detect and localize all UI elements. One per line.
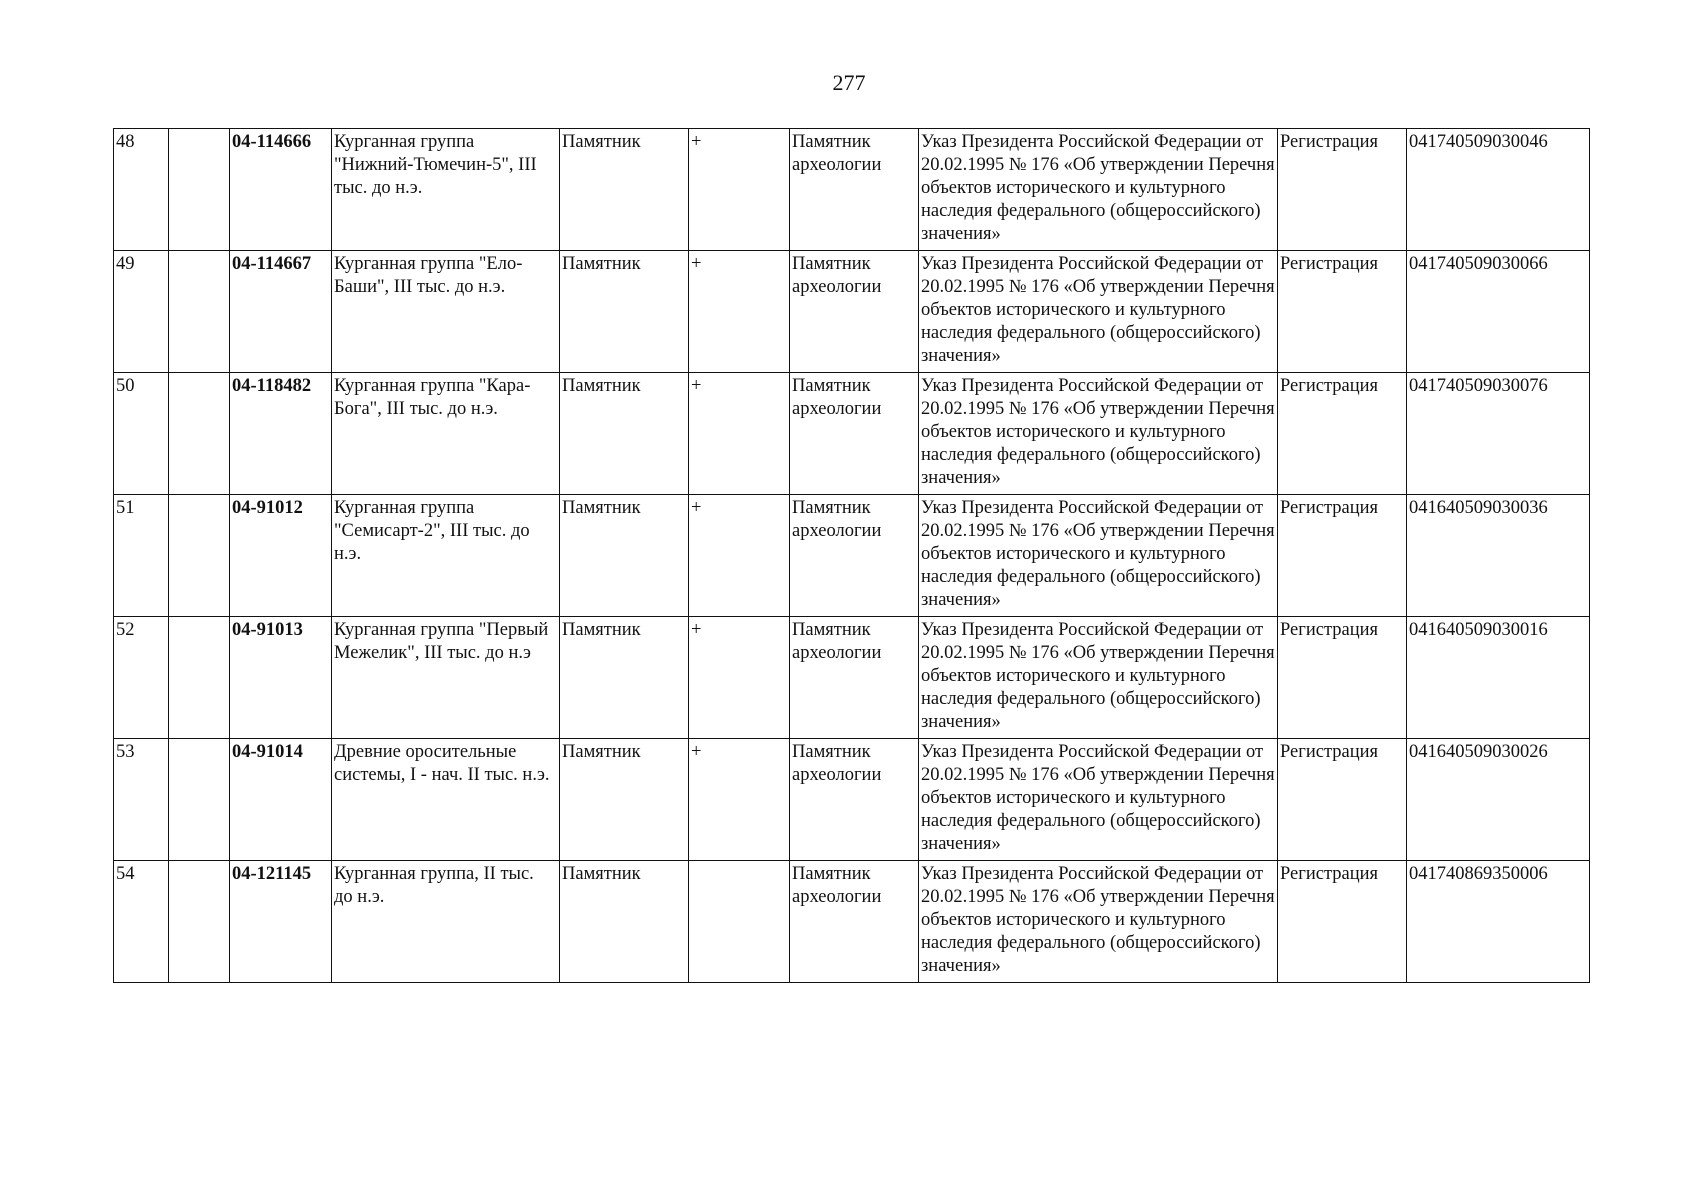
table-row [114,129,1590,251]
category-cell: Памятник [560,861,689,983]
table-row [114,251,1590,373]
object-name-cell: Курганная группа, II тыс. до н.э. [332,861,560,983]
category-cell: Памятник [560,129,689,251]
mark-cell: + [689,739,790,861]
registration-number-cell: 041740509030046 [1407,129,1590,251]
empty-cell [169,617,230,739]
table-row [114,373,1590,495]
object-name-cell: Курганная группа "Семисарт-2", III тыс. до н.э. [332,495,560,617]
object-name-cell: Древние оросительные системы, I - нач. II тыс. н.э. [332,739,560,861]
action-cell: Регистрация [1278,739,1407,861]
category-cell: Памятник [560,617,689,739]
object-name-cell: Курганная группа "Кара-Бога", III тыс. до н.э. [332,373,560,495]
heritage-registry-table [113,128,1590,983]
action-cell: Регистрация [1278,617,1407,739]
object-name-cell: Курганная группа "Ело-Баши", III тыс. до н.э. [332,251,560,373]
mark-cell: + [689,251,790,373]
category-cell: Памятник [560,373,689,495]
row-number-cell: 53 [114,739,169,861]
table-row [114,617,1590,739]
registration-number-cell: 041740869350006 [1407,861,1590,983]
page-number: 277 [832,70,866,95]
legal-document-cell: Указ Президента Российской Федерации от 20.02.1995 № 176 «Об утверждении Перечня объектов исторического и культурного наследия федерального (общероссийского) значения» [919,617,1278,739]
action-cell: Регистрация [1278,129,1407,251]
object-type-cell: Памятник археологии [790,617,919,739]
registration-number-cell: 041740509030076 [1407,373,1590,495]
action-cell: Регистрация [1278,861,1407,983]
object-code-cell: 04-114667 [230,251,332,373]
row-number-cell: 49 [114,251,169,373]
mark-cell: + [689,129,790,251]
object-name-cell: Курганная группа "Нижний-Тюмечин-5", III тыс. до н.э. [332,129,560,251]
empty-cell [169,739,230,861]
object-type-cell: Памятник археологии [790,861,919,983]
object-type-cell: Памятник археологии [790,739,919,861]
legal-document-cell: Указ Президента Российской Федерации от 20.02.1995 № 176 «Об утверждении Перечня объектов исторического и культурного наследия федерального (общероссийского) значения» [919,251,1278,373]
table-body [114,129,1590,983]
object-type-cell: Памятник археологии [790,495,919,617]
action-cell: Регистрация [1278,251,1407,373]
object-type-cell: Памятник археологии [790,373,919,495]
object-code-cell: 04-121145 [230,861,332,983]
mark-cell: + [689,495,790,617]
row-number-cell: 54 [114,861,169,983]
legal-document-cell: Указ Президента Российской Федерации от 20.02.1995 № 176 «Об утверждении Перечня объектов исторического и культурного наследия федерального (общероссийского) значения» [919,739,1278,861]
row-number-cell: 52 [114,617,169,739]
empty-cell [169,495,230,617]
row-number-cell: 50 [114,373,169,495]
registration-number-cell: 041640509030016 [1407,617,1590,739]
row-number-cell: 48 [114,129,169,251]
legal-document-cell: Указ Президента Российской Федерации от 20.02.1995 № 176 «Об утверждении Перечня объектов исторического и культурного наследия федерального (общероссийского) значения» [919,861,1278,983]
object-type-cell: Памятник археологии [790,129,919,251]
action-cell: Регистрация [1278,495,1407,617]
action-cell: Регистрация [1278,373,1407,495]
object-code-cell: 04-118482 [230,373,332,495]
object-code-cell: 04-114666 [230,129,332,251]
registration-number-cell: 041640509030036 [1407,495,1590,617]
empty-cell [169,373,230,495]
row-number-cell: 51 [114,495,169,617]
mark-cell: + [689,373,790,495]
mark-cell [689,861,790,983]
mark-cell: + [689,617,790,739]
object-code-cell: 04-91014 [230,739,332,861]
registration-number-cell: 041740509030066 [1407,251,1590,373]
category-cell: Памятник [560,739,689,861]
empty-cell [169,251,230,373]
legal-document-cell: Указ Президента Российской Федерации от 20.02.1995 № 176 «Об утверждении Перечня объектов исторического и культурного наследия федерального (общероссийского) значения» [919,129,1278,251]
object-code-cell: 04-91013 [230,617,332,739]
legal-document-cell: Указ Президента Российской Федерации от 20.02.1995 № 176 «Об утверждении Перечня объектов исторического и культурного наследия федерального (общероссийского) значения» [919,495,1278,617]
object-type-cell: Памятник археологии [790,251,919,373]
table-row [114,495,1590,617]
table-row [114,861,1590,983]
category-cell: Памятник [560,251,689,373]
object-code-cell: 04-91012 [230,495,332,617]
empty-cell [169,861,230,983]
category-cell: Памятник [560,495,689,617]
empty-cell [169,129,230,251]
legal-document-cell: Указ Президента Российской Федерации от 20.02.1995 № 176 «Об утверждении Перечня объектов исторического и культурного наследия федерального (общероссийского) значения» [919,373,1278,495]
object-name-cell: Курганная группа "Первый Межелик", III тыс. до н.э [332,617,560,739]
table-row [114,739,1590,861]
registration-number-cell: 041640509030026 [1407,739,1590,861]
